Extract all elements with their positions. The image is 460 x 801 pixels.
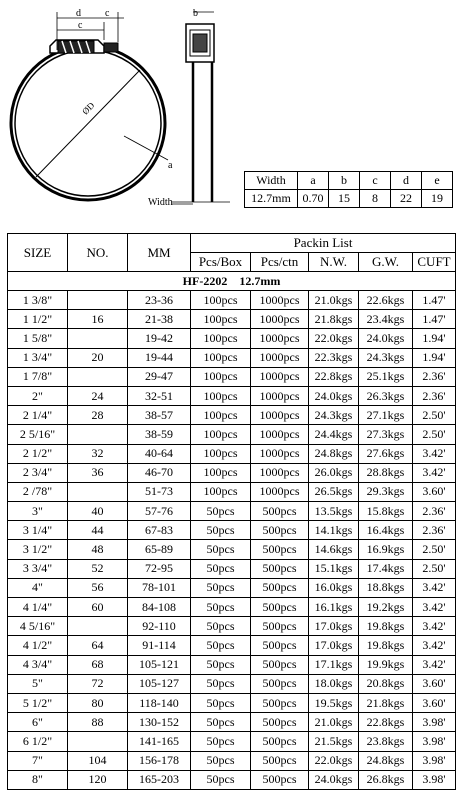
- size-cell: 1 3/8": [8, 291, 68, 310]
- pcs-ctn-cell: 1000pcs: [251, 291, 309, 310]
- cuft-cell: 1.94': [413, 348, 456, 367]
- cuft-cell: 2.36': [413, 502, 456, 521]
- mm-cell: 67-83: [128, 521, 191, 540]
- no-cell: 36: [68, 463, 128, 482]
- spec-value: 0.70: [298, 190, 329, 208]
- spec-header: d: [391, 172, 422, 190]
- table-row: [8, 425, 456, 444]
- model-name: HF-2202: [182, 273, 228, 288]
- mm-cell: 141-165: [128, 732, 191, 751]
- pcs-box-cell: 50pcs: [191, 713, 251, 732]
- mm-cell: 84-108: [128, 598, 191, 617]
- pcs-ctn-cell: 1000pcs: [251, 348, 309, 367]
- cuft-cell: 3.42': [413, 598, 456, 617]
- spec-value: 19: [422, 190, 453, 208]
- col-size: SIZE: [8, 234, 68, 272]
- gw-cell: 19.8kgs: [359, 636, 413, 655]
- nw-cell: 22.0kgs: [309, 329, 359, 348]
- mm-cell: 78-101: [128, 578, 191, 597]
- nw-cell: 26.0kgs: [309, 463, 359, 482]
- pcs-ctn-cell: 1000pcs: [251, 310, 309, 329]
- size-cell: 1 3/4": [8, 348, 68, 367]
- pcs-box-cell: 100pcs: [191, 425, 251, 444]
- cuft-cell: 3.98': [413, 770, 456, 789]
- label-d: d: [76, 8, 81, 19]
- size-cell: 6 1/2": [8, 732, 68, 751]
- nw-cell: 22.8kgs: [309, 367, 359, 386]
- pcs-box-cell: 50pcs: [191, 636, 251, 655]
- nw-cell: 16.1kgs: [309, 598, 359, 617]
- mm-cell: 51-73: [128, 482, 191, 501]
- table-row: [8, 482, 456, 501]
- gw-cell: 15.8kgs: [359, 502, 413, 521]
- pcs-box-cell: 100pcs: [191, 367, 251, 386]
- no-cell: 52: [68, 559, 128, 578]
- size-cell: 1 7/8": [8, 367, 68, 386]
- pcs-box-cell: 100pcs: [191, 329, 251, 348]
- pcs-box-cell: 50pcs: [191, 559, 251, 578]
- size-cell: 3 3/4": [8, 559, 68, 578]
- mm-cell: 57-76: [128, 502, 191, 521]
- spec-value-row: [245, 190, 453, 208]
- mm-cell: 92-110: [128, 617, 191, 636]
- gw-cell: 24.0kgs: [359, 329, 413, 348]
- mm-cell: 38-57: [128, 406, 191, 425]
- table-row: [8, 521, 456, 540]
- gw-cell: 26.3kgs: [359, 386, 413, 405]
- side-view: [172, 12, 230, 204]
- no-cell: [68, 329, 128, 348]
- pcs-box-cell: 100pcs: [191, 482, 251, 501]
- no-cell: [68, 732, 128, 751]
- no-cell: [68, 482, 128, 501]
- nw-cell: 24.3kgs: [309, 406, 359, 425]
- pcs-ctn-cell: 500pcs: [251, 693, 309, 712]
- nw-cell: 21.0kgs: [309, 713, 359, 732]
- pcs-box-cell: 50pcs: [191, 502, 251, 521]
- gw-cell: 16.4kgs: [359, 521, 413, 540]
- cuft-cell: 3.42': [413, 463, 456, 482]
- size-cell: 4 1/4": [8, 598, 68, 617]
- gw-cell: 16.9kgs: [359, 540, 413, 559]
- model-row: [8, 272, 456, 291]
- pcs-ctn-cell: 500pcs: [251, 521, 309, 540]
- size-cell: 4 5/16": [8, 617, 68, 636]
- col-packing: Packin List: [191, 234, 456, 253]
- size-cell: 2 1/2": [8, 444, 68, 463]
- pcs-ctn-cell: 500pcs: [251, 559, 309, 578]
- no-cell: 64: [68, 636, 128, 655]
- gw-cell: 18.8kgs: [359, 578, 413, 597]
- table-row: [8, 636, 456, 655]
- cuft-cell: 2.50': [413, 540, 456, 559]
- gw-cell: 19.9kgs: [359, 655, 413, 674]
- no-cell: 24: [68, 386, 128, 405]
- pcs-box-cell: 100pcs: [191, 444, 251, 463]
- model-width: 12.7mm: [239, 273, 281, 288]
- col-pcs-box: Pcs/Box: [191, 253, 251, 272]
- pcs-box-cell: 50pcs: [191, 770, 251, 789]
- cuft-cell: 2.36': [413, 386, 456, 405]
- spec-value: 8: [360, 190, 391, 208]
- size-cell: 3": [8, 502, 68, 521]
- cuft-cell: 2.50': [413, 406, 456, 425]
- no-cell: 88: [68, 713, 128, 732]
- pcs-box-cell: 50pcs: [191, 674, 251, 693]
- spec-value: 22: [391, 190, 422, 208]
- no-cell: 72: [68, 674, 128, 693]
- mm-cell: 46-70: [128, 463, 191, 482]
- size-cell: 3 1/2": [8, 540, 68, 559]
- mm-cell: 130-152: [128, 713, 191, 732]
- cuft-cell: 2.50': [413, 559, 456, 578]
- pcs-box-cell: 50pcs: [191, 732, 251, 751]
- cuft-cell: 3.60': [413, 482, 456, 501]
- gw-cell: 19.8kgs: [359, 617, 413, 636]
- nw-cell: 17.1kgs: [309, 655, 359, 674]
- table-row: [8, 674, 456, 693]
- size-cell: 4": [8, 578, 68, 597]
- cuft-cell: 3.98': [413, 751, 456, 770]
- label-diameter: ØD: [80, 100, 97, 117]
- model-cell: [8, 272, 456, 291]
- no-cell: 20: [68, 348, 128, 367]
- size-cell: 2 3/4": [8, 463, 68, 482]
- pcs-ctn-cell: 1000pcs: [251, 482, 309, 501]
- gw-cell: 27.1kgs: [359, 406, 413, 425]
- table-row: [8, 291, 456, 310]
- nw-cell: 26.5kgs: [309, 482, 359, 501]
- pcs-ctn-cell: 1000pcs: [251, 329, 309, 348]
- table-row: [8, 310, 456, 329]
- gw-cell: 27.3kgs: [359, 425, 413, 444]
- size-cell: 3 1/4": [8, 521, 68, 540]
- table-row: [8, 655, 456, 674]
- pcs-ctn-cell: 1000pcs: [251, 425, 309, 444]
- pcs-ctn-cell: 1000pcs: [251, 444, 309, 463]
- mm-cell: 165-203: [128, 770, 191, 789]
- cuft-cell: 3.42': [413, 578, 456, 597]
- no-cell: 60: [68, 598, 128, 617]
- pcs-ctn-cell: 1000pcs: [251, 367, 309, 386]
- no-cell: 44: [68, 521, 128, 540]
- pcs-ctn-cell: 500pcs: [251, 502, 309, 521]
- pcs-box-cell: 50pcs: [191, 751, 251, 770]
- pcs-box-cell: 50pcs: [191, 693, 251, 712]
- no-cell: 48: [68, 540, 128, 559]
- pcs-box-cell: 100pcs: [191, 406, 251, 425]
- no-cell: 104: [68, 751, 128, 770]
- pcs-ctn-cell: 500pcs: [251, 540, 309, 559]
- size-cell: 1 1/2": [8, 310, 68, 329]
- mm-cell: 32-51: [128, 386, 191, 405]
- no-cell: [68, 367, 128, 386]
- gw-cell: 19.2kgs: [359, 598, 413, 617]
- pcs-box-cell: 100pcs: [191, 291, 251, 310]
- size-cell: 2": [8, 386, 68, 405]
- nw-cell: 14.6kgs: [309, 540, 359, 559]
- col-pcs-ctn: Pcs/ctn: [251, 253, 309, 272]
- nw-cell: 19.5kgs: [309, 693, 359, 712]
- table-row: [8, 348, 456, 367]
- mm-cell: 118-140: [128, 693, 191, 712]
- size-cell: 2 /78": [8, 482, 68, 501]
- mm-cell: 38-59: [128, 425, 191, 444]
- nw-cell: 21.5kgs: [309, 732, 359, 751]
- size-cell: 4 1/2": [8, 636, 68, 655]
- mm-cell: 156-178: [128, 751, 191, 770]
- size-cell: 5 1/2": [8, 693, 68, 712]
- spec-value: 12.7mm: [245, 190, 298, 208]
- size-cell: 2 5/16": [8, 425, 68, 444]
- no-cell: 28: [68, 406, 128, 425]
- table-row: [8, 444, 456, 463]
- no-cell: 16: [68, 310, 128, 329]
- spec-header: b: [329, 172, 360, 190]
- label-width: Width: [148, 197, 173, 208]
- spec-header-row: [245, 172, 453, 190]
- mm-cell: 72-95: [128, 559, 191, 578]
- spec-header: c: [360, 172, 391, 190]
- pcs-ctn-cell: 500pcs: [251, 598, 309, 617]
- gw-cell: 24.3kgs: [359, 348, 413, 367]
- table-row: [8, 463, 456, 482]
- mm-cell: 29-47: [128, 367, 191, 386]
- gw-cell: 17.4kgs: [359, 559, 413, 578]
- pcs-box-cell: 50pcs: [191, 521, 251, 540]
- gw-cell: 24.8kgs: [359, 751, 413, 770]
- cuft-cell: 1.47': [413, 310, 456, 329]
- spec-header: a: [298, 172, 329, 190]
- nw-cell: 24.8kgs: [309, 444, 359, 463]
- no-cell: 68: [68, 655, 128, 674]
- table-row: [8, 559, 456, 578]
- nw-cell: 16.0kgs: [309, 578, 359, 597]
- pcs-ctn-cell: 1000pcs: [251, 406, 309, 425]
- mm-cell: 105-121: [128, 655, 191, 674]
- pcs-ctn-cell: 500pcs: [251, 732, 309, 751]
- spec-header: Width: [245, 172, 298, 190]
- pcs-box-cell: 100pcs: [191, 386, 251, 405]
- pcs-ctn-cell: 500pcs: [251, 617, 309, 636]
- label-e: c: [78, 20, 83, 31]
- gw-cell: 23.8kgs: [359, 732, 413, 751]
- table-row: [8, 617, 456, 636]
- no-cell: 32: [68, 444, 128, 463]
- cuft-cell: 3.98': [413, 732, 456, 751]
- table-row: [8, 502, 456, 521]
- nw-cell: 15.1kgs: [309, 559, 359, 578]
- nw-cell: 21.0kgs: [309, 291, 359, 310]
- nw-cell: 13.5kgs: [309, 502, 359, 521]
- size-cell: 6": [8, 713, 68, 732]
- pcs-ctn-cell: 1000pcs: [251, 463, 309, 482]
- size-cell: 2 1/4": [8, 406, 68, 425]
- mm-cell: 21-38: [128, 310, 191, 329]
- spec-table: [244, 171, 453, 208]
- no-cell: 80: [68, 693, 128, 712]
- pcs-ctn-cell: 500pcs: [251, 770, 309, 789]
- mm-cell: 23-36: [128, 291, 191, 310]
- table-row: [8, 598, 456, 617]
- pcs-ctn-cell: 500pcs: [251, 751, 309, 770]
- pcs-ctn-cell: 500pcs: [251, 674, 309, 693]
- gw-cell: 25.1kgs: [359, 367, 413, 386]
- table-row: [8, 386, 456, 405]
- table-body: [8, 291, 456, 790]
- spec-header: e: [422, 172, 453, 190]
- nw-cell: 22.3kgs: [309, 348, 359, 367]
- no-cell: 56: [68, 578, 128, 597]
- mm-cell: 19-42: [128, 329, 191, 348]
- cuft-cell: 3.42': [413, 444, 456, 463]
- packing-table: [7, 233, 456, 790]
- label-c: c: [105, 8, 110, 19]
- nw-cell: 14.1kgs: [309, 521, 359, 540]
- cuft-cell: 3.60': [413, 693, 456, 712]
- cuft-cell: 3.42': [413, 655, 456, 674]
- cuft-cell: 1.47': [413, 291, 456, 310]
- pcs-box-cell: 100pcs: [191, 463, 251, 482]
- no-cell: 120: [68, 770, 128, 789]
- no-cell: [68, 425, 128, 444]
- gw-cell: 21.8kgs: [359, 693, 413, 712]
- pcs-ctn-cell: 500pcs: [251, 578, 309, 597]
- mm-cell: 19-44: [128, 348, 191, 367]
- nw-cell: 17.0kgs: [309, 617, 359, 636]
- gw-cell: 26.8kgs: [359, 770, 413, 789]
- table-row: [8, 578, 456, 597]
- pcs-ctn-cell: 500pcs: [251, 655, 309, 674]
- table-row: [8, 751, 456, 770]
- pcs-ctn-cell: 1000pcs: [251, 386, 309, 405]
- nw-cell: 21.8kgs: [309, 310, 359, 329]
- header-row-1: [8, 234, 456, 253]
- mm-cell: 91-114: [128, 636, 191, 655]
- pcs-box-cell: 100pcs: [191, 348, 251, 367]
- cuft-cell: 1.94': [413, 329, 456, 348]
- table-row: [8, 713, 456, 732]
- gw-cell: 22.6kgs: [359, 291, 413, 310]
- gw-cell: 27.6kgs: [359, 444, 413, 463]
- cuft-cell: 2.50': [413, 425, 456, 444]
- table-row: [8, 367, 456, 386]
- nw-cell: 22.0kgs: [309, 751, 359, 770]
- nw-cell: 17.0kgs: [309, 636, 359, 655]
- gw-cell: 28.8kgs: [359, 463, 413, 482]
- nw-cell: 18.0kgs: [309, 674, 359, 693]
- cuft-cell: 2.36': [413, 521, 456, 540]
- table-row: [8, 693, 456, 712]
- no-cell: [68, 617, 128, 636]
- pcs-ctn-cell: 500pcs: [251, 636, 309, 655]
- cuft-cell: 3.98': [413, 713, 456, 732]
- col-no: NO.: [68, 234, 128, 272]
- size-cell: 1 5/8": [8, 329, 68, 348]
- table-row: [8, 406, 456, 425]
- pcs-ctn-cell: 500pcs: [251, 713, 309, 732]
- nw-cell: 24.4kgs: [309, 425, 359, 444]
- table-row: [8, 732, 456, 751]
- pcs-box-cell: 50pcs: [191, 617, 251, 636]
- gw-cell: 29.3kgs: [359, 482, 413, 501]
- nw-cell: 24.0kgs: [309, 386, 359, 405]
- col-cuft: CUFT: [413, 253, 456, 272]
- mm-cell: 65-89: [128, 540, 191, 559]
- no-cell: [68, 291, 128, 310]
- pcs-box-cell: 50pcs: [191, 655, 251, 674]
- pcs-box-cell: 100pcs: [191, 310, 251, 329]
- label-a: a: [168, 160, 173, 171]
- col-nw: N.W.: [309, 253, 359, 272]
- table-row: [8, 770, 456, 789]
- size-cell: 5": [8, 674, 68, 693]
- table-row: [8, 540, 456, 559]
- gw-cell: 22.8kgs: [359, 713, 413, 732]
- cuft-cell: 3.42': [413, 636, 456, 655]
- size-cell: 7": [8, 751, 68, 770]
- pcs-box-cell: 50pcs: [191, 540, 251, 559]
- col-gw: G.W.: [359, 253, 413, 272]
- pcs-box-cell: 50pcs: [191, 578, 251, 597]
- cuft-cell: 3.42': [413, 617, 456, 636]
- label-b: b: [193, 8, 198, 19]
- mm-cell: 105-127: [128, 674, 191, 693]
- table-row: [8, 329, 456, 348]
- gw-cell: 23.4kgs: [359, 310, 413, 329]
- nw-cell: 24.0kgs: [309, 770, 359, 789]
- cuft-cell: 3.60': [413, 674, 456, 693]
- col-mm: MM: [128, 234, 191, 272]
- mm-cell: 40-64: [128, 444, 191, 463]
- gw-cell: 20.8kgs: [359, 674, 413, 693]
- size-cell: 8": [8, 770, 68, 789]
- spec-value: 15: [329, 190, 360, 208]
- pcs-box-cell: 50pcs: [191, 598, 251, 617]
- no-cell: 40: [68, 502, 128, 521]
- size-cell: 4 3/4": [8, 655, 68, 674]
- cuft-cell: 2.36': [413, 367, 456, 386]
